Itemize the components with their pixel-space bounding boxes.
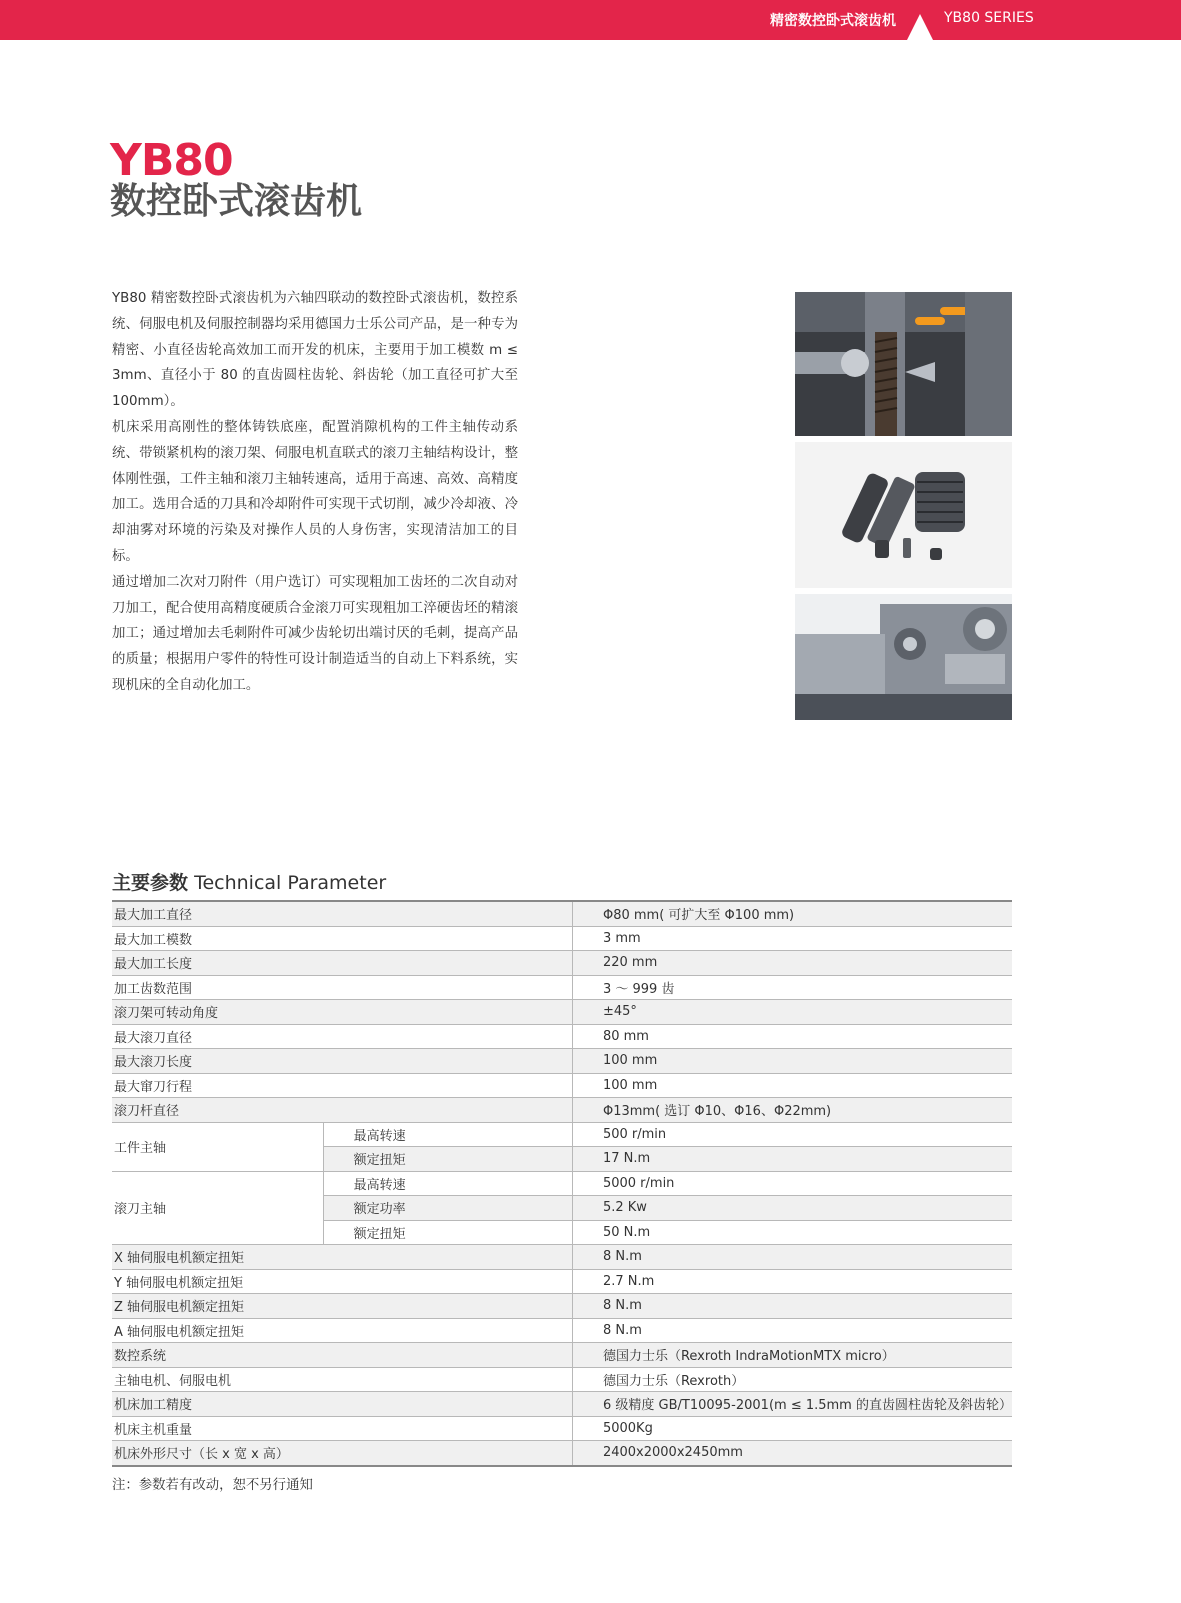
row-value: 17 N.m (572, 1147, 1012, 1172)
table-row (112, 1171, 1012, 1196)
table-row (112, 1269, 1012, 1294)
row-value: 80 mm (572, 1024, 1012, 1049)
row-value: 3 mm (572, 926, 1012, 951)
row-value: 8 N.m (572, 1245, 1012, 1270)
row-value: 2.7 N.m (572, 1269, 1012, 1294)
table-row (112, 1318, 1012, 1343)
group-label-workpiece-spindle: 工件主轴 (112, 1122, 323, 1171)
row-label: 机床外形尺寸（长 x 宽 x 高） (112, 1441, 572, 1466)
row-value: 220 mm (572, 951, 1012, 976)
row-value: 3 ～ 999 齿 (572, 975, 1012, 1000)
table-row (112, 1416, 1012, 1441)
table-row (112, 1343, 1012, 1368)
series-name: 精密数控卧式滚齿机 (770, 13, 896, 29)
row-label: 最大加工长度 (112, 951, 572, 976)
param-title (112, 868, 386, 895)
triangle-icon (907, 14, 933, 40)
row-value: 5000 r/min (572, 1171, 1012, 1196)
row-value: Φ80 mm( 可扩大至 Φ100 mm) (572, 901, 1012, 926)
row-value: 500 r/min (572, 1122, 1012, 1147)
param-title-cn: 主要参数 (112, 872, 189, 894)
table-row (112, 1441, 1012, 1466)
parameter-table (112, 900, 1012, 1467)
row-value: 8 N.m (572, 1294, 1012, 1319)
row-label: 机床主机重量 (112, 1416, 572, 1441)
row-value: 5.2 Kw (572, 1196, 1012, 1221)
row-sublabel: 额定扭矩 (323, 1220, 572, 1245)
row-label: 最大滚刀直径 (112, 1024, 572, 1049)
row-sublabel: 额定扭矩 (323, 1147, 572, 1172)
row-label: 滚刀架可转动角度 (112, 1000, 572, 1025)
row-value: 德国力士乐（Rexroth） (572, 1367, 1012, 1392)
table-row (112, 1098, 1012, 1123)
intro-paragraph: YB80 精密数控卧式滚齿机为六轴四联动的数控卧式滚齿机，数控系统、伺服电机及伺服控制器均采用德国力士乐公司产品，是一种专为精密、小直径齿轮高效加工而开发的机床，主要用于加工模数 m ≤ 3mm、直径小于 80 的直齿圆柱齿轮、斜齿轮（加工直径可扩大至 100mm）。 (112, 291, 518, 410)
row-label: 加工齿数范围 (112, 975, 572, 1000)
table-row (112, 975, 1012, 1000)
row-value: 2400x2000x2450mm (572, 1441, 1012, 1466)
model-title: YB80 (110, 135, 233, 186)
table-row (112, 926, 1012, 951)
row-label: 滚刀杆直径 (112, 1098, 572, 1123)
top-banner (0, 0, 1181, 40)
row-label: 主轴电机、伺服电机 (112, 1367, 572, 1392)
row-label: X 轴伺服电机额定扭矩 (112, 1245, 572, 1270)
footnote: 注：参数若有改动，恕不另行通知 (112, 1478, 313, 1493)
row-label: Y 轴伺服电机额定扭矩 (112, 1269, 572, 1294)
group-label-hob-spindle: 滚刀主轴 (112, 1171, 323, 1245)
table-row (112, 1122, 1012, 1147)
row-label: 最大加工模数 (112, 926, 572, 951)
row-value: 8 N.m (572, 1318, 1012, 1343)
intro-paragraph: 机床采用高刚性的整体铸铁底座，配置消隙机构的工件主轴传动系统、带锁紧机构的滚刀架、伺服电机直联式的滚刀主轴结构设计，整体刚性强，工件主轴和滚刀主轴转速高，适用于高速、高效、高精度加工。选用合适的刀具和冷却附件可实现干式切削，减少冷却液、冷却油雾对环境的污染及对操作人员的人身伤害，实现清洁加工的目标。 (112, 419, 518, 564)
row-value: 100 mm (572, 1073, 1012, 1098)
row-value: 5000Kg (572, 1416, 1012, 1441)
row-sublabel: 额定功率 (323, 1196, 572, 1221)
intro-paragraph: 通过增加二次对刀附件（用户选订）可实现粗加工齿坯的二次自动对刀加工，配合使用高精度硬质合金滚刀可实现粗加工淬硬齿坯的精滚加工；通过增加去毛刺附件可减少齿轮切出端讨厌的毛刺，提高产品的质量；根据用户零件的特性可设计制造适当的自动上下料系统，实现机床的全自动化加工。 (112, 574, 518, 693)
row-label: Z 轴伺服电机额定扭矩 (112, 1294, 572, 1319)
table-row (112, 1000, 1012, 1025)
row-value: ±45° (572, 1000, 1012, 1025)
row-sublabel: 最高转速 (323, 1122, 572, 1147)
row-value: 德国力士乐（Rexroth IndraMotionMTX micro） (572, 1343, 1012, 1368)
row-value: Φ13mm( 选订 Φ10、Φ16、Φ22mm) (572, 1098, 1012, 1123)
table-row (112, 1024, 1012, 1049)
row-label: A 轴伺服电机额定扭矩 (112, 1318, 572, 1343)
row-label: 数控系统 (112, 1343, 572, 1368)
table-row (112, 951, 1012, 976)
hob-tools-photo (795, 442, 1012, 588)
table-row (112, 1245, 1012, 1270)
table-row (112, 1049, 1012, 1074)
row-label: 机床加工精度 (112, 1392, 572, 1417)
row-value: 50 N.m (572, 1220, 1012, 1245)
series-en: YB80 SERIES (944, 10, 1034, 26)
hobbing-photo (795, 292, 1012, 436)
intro-text (112, 286, 518, 699)
row-label: 最大滚刀长度 (112, 1049, 572, 1074)
table-row (112, 1367, 1012, 1392)
product-name: 数控卧式滚齿机 (110, 181, 363, 222)
row-value: 100 mm (572, 1049, 1012, 1074)
machine-photo (795, 594, 1012, 720)
row-label: 最大加工直径 (112, 901, 572, 926)
row-value: 6 级精度 GB/T10095-2001(m ≤ 1.5mm 的直齿圆柱齿轮及斜齿轮） (572, 1392, 1012, 1417)
table-row (112, 1073, 1012, 1098)
param-title-en: Technical Parameter (194, 872, 387, 894)
table-row (112, 901, 1012, 926)
row-sublabel: 最高转速 (323, 1171, 572, 1196)
table-row (112, 1392, 1012, 1417)
table-row (112, 1294, 1012, 1319)
row-label: 最大窜刀行程 (112, 1073, 572, 1098)
